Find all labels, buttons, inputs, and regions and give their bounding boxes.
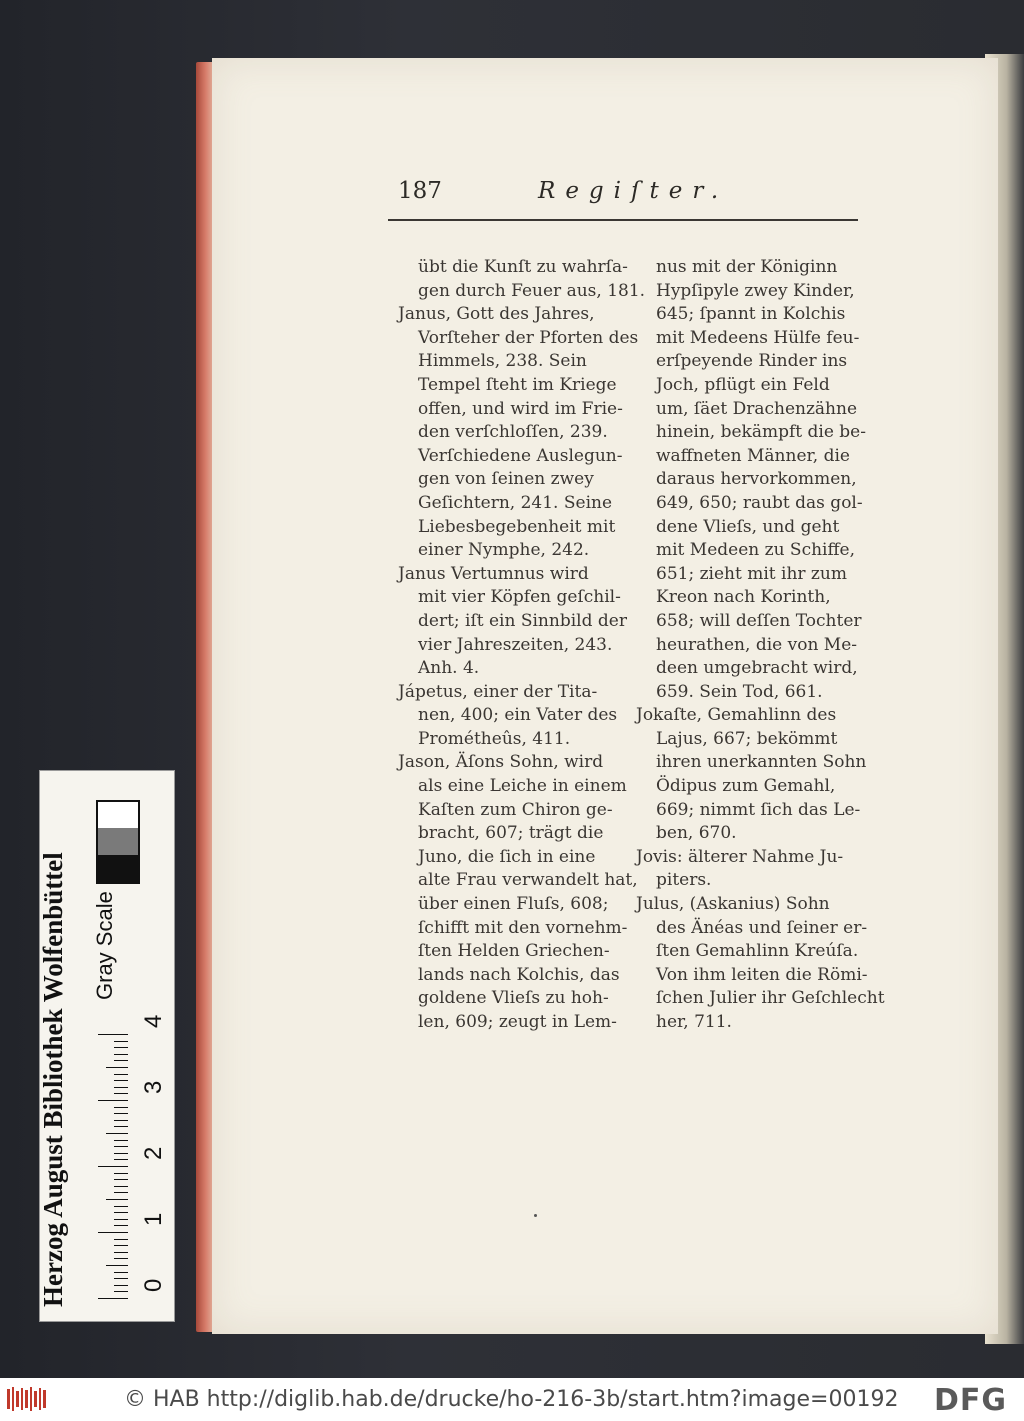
ruler-tick (114, 1047, 128, 1048)
index-line: Janus, Gott des Jahres, (398, 304, 595, 325)
ruler-tick (106, 1133, 128, 1134)
ruler-tick (114, 1153, 128, 1154)
ruler-tick (114, 1173, 128, 1174)
index-line: Kaſten zum Chiron ge- (418, 799, 613, 820)
index-line: Tempel ſteht im Kriege (418, 374, 617, 395)
index-line: alte Frau verwandelt hat, (418, 870, 638, 891)
ruler-tick (114, 1146, 128, 1147)
index-line: 669; nimmt ſich das Le- (656, 799, 861, 820)
swatch-white (98, 802, 138, 828)
gray-scale-label: Gray Scale (92, 891, 117, 1000)
index-line: Kreon nach Korinth, (656, 587, 831, 608)
index-line: heurathen, die von Me- (656, 634, 858, 655)
index-line: her, 711. (656, 1012, 732, 1032)
ruler-tick (98, 1166, 128, 1167)
index-column-right (636, 256, 885, 1035)
index-line: dert; iſt ein Sinnbild der (418, 610, 627, 631)
index-line: einer Nymphe, 242. (418, 540, 590, 561)
page-number: 187 (398, 178, 442, 204)
ruler-tick (114, 1212, 128, 1213)
index-line: ſchifft mit den vornehm- (418, 917, 628, 938)
index-line: deen umgebracht wird, (656, 658, 858, 679)
ruler-tick (114, 1120, 128, 1121)
index-line: ben, 670. (656, 823, 737, 844)
footer-credit: © HAB http://diglib.hab.de/drucke/ho-216-3b/start.htm?image=00192 (124, 1387, 899, 1412)
index-line: erſpeyende Rinder ins (656, 351, 848, 372)
ruler-number: 2 (140, 1146, 167, 1160)
index-line: piters. (656, 870, 712, 891)
running-title: Regiſter. (538, 178, 729, 204)
index-line: 659. Sein Tod, 661. (656, 681, 823, 702)
ruler-tick (114, 1192, 128, 1193)
header-rule (388, 219, 858, 221)
index-line: Julus, (Askanius) Sohn (636, 894, 830, 915)
index-line: hinein, bekämpft die be- (656, 422, 866, 443)
swatch-gray (98, 828, 138, 855)
ruler-tick (114, 1080, 128, 1081)
ruler-tick (114, 1126, 128, 1127)
ruler-tick (114, 1107, 128, 1108)
index-line: des Änéas und ſeiner er- (656, 917, 868, 938)
ruler-tick (106, 1265, 128, 1266)
page-header (398, 178, 858, 214)
index-line: 651; zieht mit ihr zum (656, 563, 847, 584)
ruler-tick (98, 1034, 128, 1035)
ruler-tick (114, 1060, 128, 1061)
ruler-tick (114, 1285, 128, 1286)
index-line: ſten Gemahlinn Kreúſa. (656, 941, 859, 962)
institution-label: Herzog August Bibliothek Wolfenbüttel (38, 852, 68, 1307)
index-line: Ödipus zum Gemahl, (656, 776, 836, 797)
index-line: nen, 400; ein Vater des (418, 705, 618, 726)
index-line: Himmels, 238. Sein (418, 351, 587, 372)
ruler-tick (114, 1074, 128, 1075)
index-line: Verſchiedene Auslegun- (418, 445, 623, 466)
index-line: mit vier Köpfen geſchil- (418, 587, 621, 608)
ruler-tick (106, 1067, 128, 1068)
ruler-tick (106, 1199, 128, 1200)
index-line: gen durch Feuer aus, 181. (418, 280, 646, 301)
index-line: als eine Leiche in einem (418, 776, 627, 797)
index-line: Juno, die ſich in eine (418, 846, 596, 867)
index-line: den verſchloſſen, 239. (418, 422, 608, 443)
index-line: ihren unerkannten Sohn (656, 752, 867, 773)
ruler-tick (114, 1225, 128, 1226)
ruler-tick (98, 1100, 128, 1101)
index-line: vier Jahreszeiten, 243. (418, 634, 613, 655)
index-line: nus mit der Königinn (656, 257, 838, 277)
ruler-tick (114, 1206, 128, 1207)
index-line: waffneten Männer, die (656, 445, 850, 466)
index-line: Janus Vertumnus wird (398, 563, 589, 584)
ruler-tick (114, 1219, 128, 1220)
index-line: ſchen Julier ihr Geſchlecht (656, 988, 885, 1009)
ruler-number: 4 (140, 1014, 167, 1028)
ruler-tick (114, 1258, 128, 1259)
index-line: um, ſäet Drachenzähne (656, 398, 858, 419)
index-line: bracht, 607; trägt die (418, 823, 604, 844)
index-line: lands nach Kolchis, das (418, 964, 620, 985)
page-speck (534, 1214, 537, 1217)
index-line: Jápetus, einer der Tita- (398, 681, 598, 702)
ruler-tick (114, 1159, 128, 1160)
index-line: Anh. 4. (418, 658, 480, 679)
index-line: Hypſipyle zwey Kinder, (656, 280, 855, 301)
index-line: Liebesbegebenheit mit (418, 516, 616, 537)
swatch-black (98, 855, 138, 882)
ruler-tick (114, 1054, 128, 1055)
index-line: Joch, pflügt ein Feld (656, 374, 830, 395)
index-line: 658; will deſſen Tochter (656, 610, 862, 631)
index-line: Geſichtern, 241. Seine (418, 492, 613, 513)
index-line: dene Vlieſs, und geht (656, 516, 840, 537)
ruler-tick (114, 1140, 128, 1141)
index-line: Jokaſte, Gemahlinn des (636, 705, 837, 726)
ruler-number: 0 (140, 1278, 167, 1292)
index-column-left (398, 256, 646, 1035)
ruler-tick (114, 1179, 128, 1180)
index-line: gen von ſeinen zwey (418, 469, 594, 490)
ruler-tick (114, 1041, 128, 1042)
ruler-tick (114, 1113, 128, 1114)
hab-barcode-icon (6, 1385, 48, 1413)
index-line: ſten Helden Griechen- (418, 941, 610, 962)
ruler-tick (114, 1278, 128, 1279)
ruler-tick (114, 1186, 128, 1187)
index-line: mit Medeen zu Schiffe, (656, 540, 856, 561)
ruler-tick (114, 1093, 128, 1094)
index-line: len, 609; zeugt in Lem- (418, 1012, 617, 1032)
ruler-tick (114, 1087, 128, 1088)
ruler-number: 3 (140, 1080, 167, 1094)
ruler-tick (98, 1232, 128, 1233)
index-line: goldene Vlieſs zu hoh- (418, 988, 609, 1009)
ruler-tick (114, 1245, 128, 1246)
ruler-tick (114, 1239, 128, 1240)
index-line: daraus hervorkommen, (656, 469, 857, 490)
index-line: über einen Fluſs, 608; (418, 894, 609, 915)
index-line: Jason, Äſons Sohn, wird (398, 752, 604, 773)
ruler-tick (114, 1291, 128, 1292)
ruler-number: 1 (140, 1212, 167, 1226)
gray-swatches (96, 800, 140, 884)
index-line: offen, und wird im Frie- (418, 398, 623, 419)
index-line: mit Medeens Hülfe feu- (656, 327, 860, 348)
dfg-logo: DFG (934, 1383, 1008, 1418)
index-line: Prométheûs, 411. (418, 728, 571, 749)
index-line: Vorſteher der Pforten des (418, 327, 639, 348)
index-line: Jovis: älterer Nahme Ju- (636, 846, 844, 867)
index-line: 649, 650; raubt das gol- (656, 492, 863, 513)
ruler-tick (98, 1298, 128, 1299)
index-line: 645; ſpannt in Kolchis (656, 304, 846, 325)
index-line: Lajus, 667; bekömmt (656, 728, 838, 749)
index-line: übt die Kunſt zu wahrſa- (418, 257, 628, 277)
index-line: Von ihm leiten die Römi- (656, 964, 868, 985)
ruler-tick (114, 1252, 128, 1253)
ruler-tick (114, 1272, 128, 1273)
